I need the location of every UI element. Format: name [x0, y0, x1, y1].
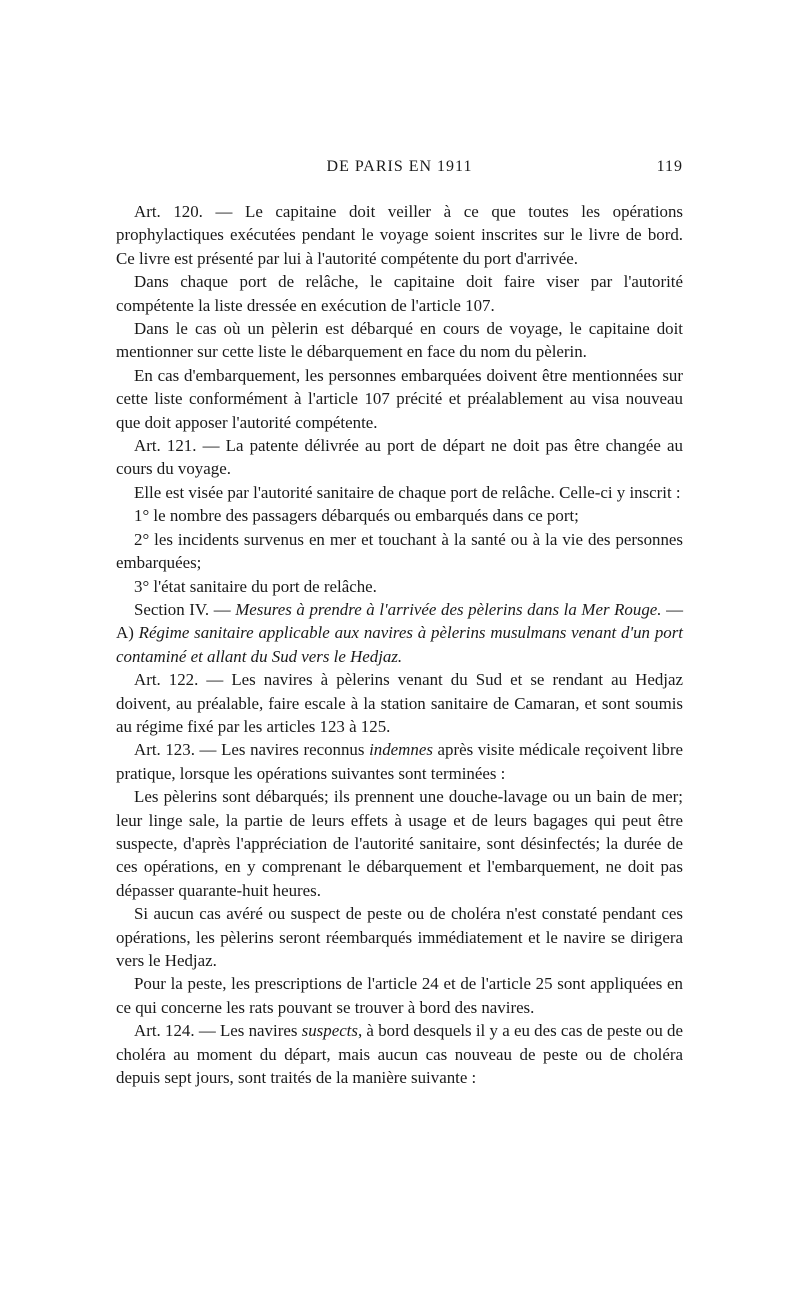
text-segment: Elle est visée par l'autorité sanitaire de chaque port de relâche. Celle-ci y inscrit :: [134, 482, 681, 502]
text-segment: Art. 122. — Les navires à pèlerins venant du Sud et se rendant au Hedjaz doivent, au préalable, faire escale à la station sanitaire de Camaran, et sont soumis au régime fixé par les articles 123 à 125.: [116, 670, 683, 736]
text-segment: — A): [116, 599, 683, 643]
italic-text: suspects: [301, 1021, 358, 1041]
paragraph: [116, 270, 683, 317]
text-segment: 2° les incidents survenus en mer et touchant à la santé ou à la vie des personnes embarquées;: [116, 529, 683, 573]
italic-text: Mesures à prendre à l'arrivée des pèlerins dans la Mer Rouge.: [235, 599, 662, 619]
text-segment: Dans le cas où un pèlerin est débarqué en cours de voyage, le capitaine doit mentionner sur cette liste le débarquement en face du nom du pèlerin.: [116, 319, 683, 362]
body-text: [116, 200, 683, 1089]
paragraph: [116, 972, 683, 1019]
text-segment: Pour la peste, les prescriptions de l'article 24 et de l'article 25 sont appliquées en ce qui concerne les rats pouvant se trouver à bord des navires.: [116, 974, 683, 1017]
text-segment: Art. 121. — La patente délivrée au port de départ ne doit pas être changée au cours du voyage.: [116, 436, 683, 479]
running-title: DE PARIS EN 1911: [326, 158, 473, 175]
paragraph: [116, 528, 683, 575]
text-segment: , à bord desquels il y a eu des cas de peste ou de choléra au moment du départ, mais aucun cas nouveau de peste ou de choléra depuis sept jours, sont traités de la manière suivante :: [116, 1021, 684, 1088]
running-head: [116, 158, 683, 186]
text-segment: 1° le nombre des passagers débarqués ou embarqués dans ce port;: [134, 506, 579, 526]
text-segment: Les pèlerins sont débarqués; ils prennent une douche-lavage ou un bain de mer; leur linge sale, la partie de leurs effets à usage et de leurs bagages qui peut être suspecte, d'après l'appréciation de l'autorité sanitaire, sont désinfectés; la durée de ces opérations, en y comprenant le débarquement et l'embarquement, ne doit pas dépasser quarante-huit heures.: [116, 787, 683, 900]
italic-text: Régime sanitaire applicable aux navires à pèlerins musulmans venant d'un port contaminé et allant du Sud vers le Hedjaz.: [116, 623, 683, 666]
paragraph: [116, 200, 683, 270]
text-segment: Art. 124. — Les navires: [134, 1021, 302, 1041]
paragraph: [116, 785, 683, 902]
text-segment: Art. 123. — Les navires reconnus: [134, 740, 370, 760]
paragraph: [116, 738, 683, 785]
paragraph: [116, 902, 683, 972]
paragraph: [116, 504, 683, 527]
paragraph: [116, 317, 683, 364]
paragraph: [116, 434, 683, 481]
text-segment: Dans chaque port de relâche, le capitaine doit faire viser par l'autorité compétente la liste dressée en exécution de l'article 107.: [116, 272, 683, 315]
text-segment: Section IV. —: [134, 599, 236, 619]
italic-text: indemnes: [369, 740, 433, 760]
text-segment: après visite médicale reçoivent libre pratique, lorsque les opérations suivantes sont terminées :: [116, 740, 683, 783]
book-page: [116, 158, 683, 1089]
paragraph: [116, 1019, 683, 1089]
paragraph: [116, 668, 683, 738]
paragraph: [116, 575, 683, 598]
text-segment: 3° l'état sanitaire du port de relâche.: [134, 576, 377, 596]
text-segment: Art. 120. — Le capitaine doit veiller à ce que toutes les opérations prophylactiques exécutées pendant le voyage soient inscrites sur le livre de bord. Ce livre est présenté par lui à l'autorité compétente du port d'arrivée.: [116, 202, 683, 268]
paragraph: [116, 481, 683, 504]
paragraph: [116, 598, 683, 668]
text-segment: En cas d'embarquement, les personnes embarquées doivent être mentionnées sur cette liste conformément à l'article 107 précité et préalablement au visa nouveau que doit apposer l'autorité compétente.: [116, 365, 683, 432]
page-number: 119: [656, 158, 683, 175]
paragraph: [116, 364, 683, 434]
text-segment: Si aucun cas avéré ou suspect de peste ou de choléra n'est constaté pendant ces opérations, les pèlerins seront réembarqués immédiatement et le navire se dirigera vers le Hedjaz.: [116, 904, 683, 970]
